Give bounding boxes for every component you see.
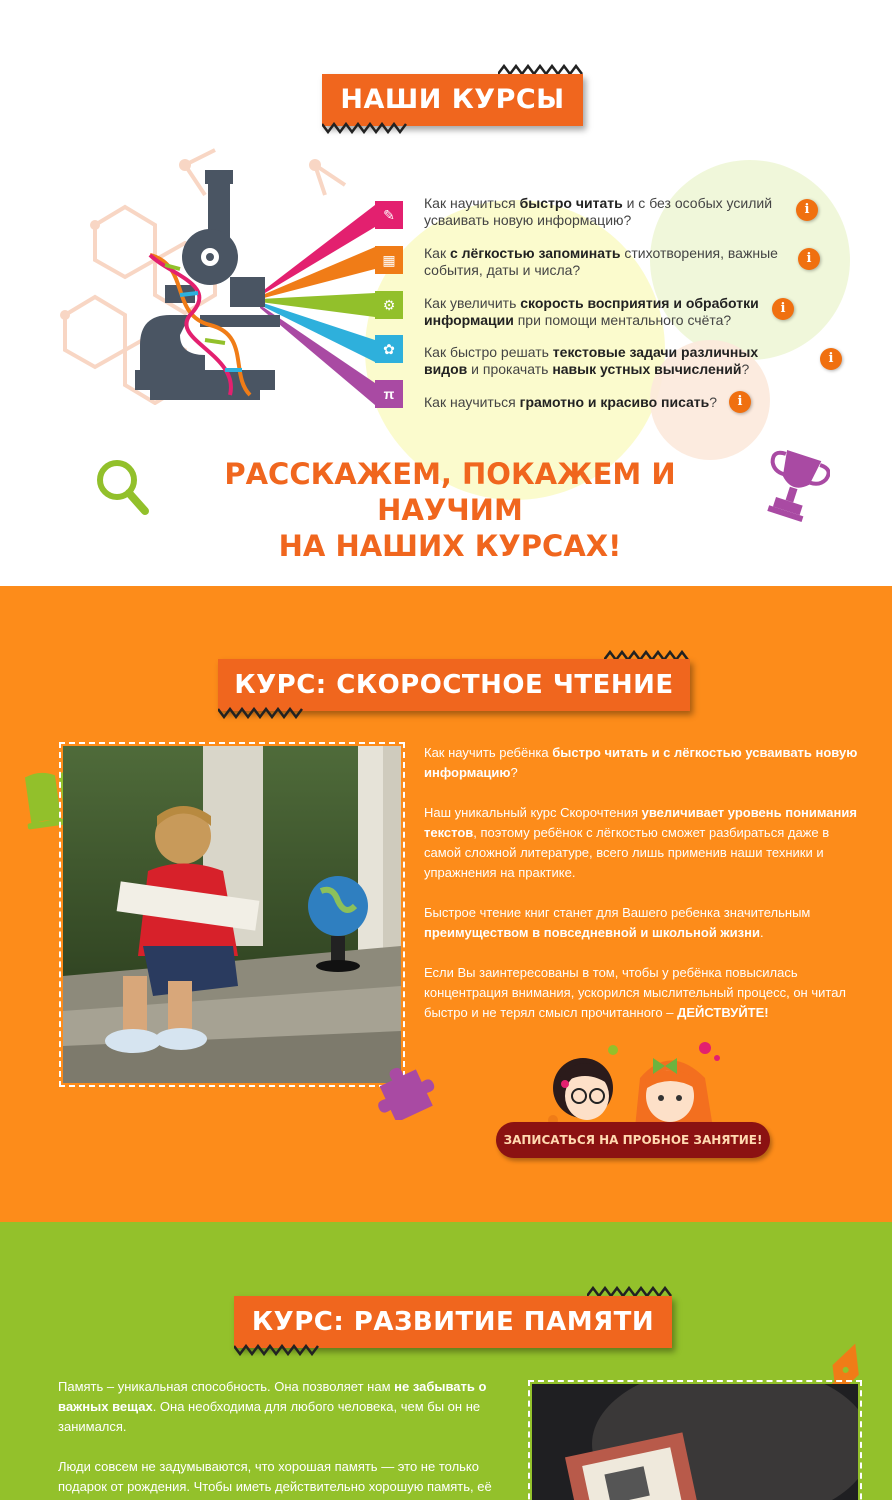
course-item-tasks: Как быстро решать текстовые задачи различных видов и прокачать навык устных вычислений? [424, 344, 759, 377]
course-item-reading: Как научиться быстро читать и с без особых усилий усваивать новую информацию? [424, 195, 773, 228]
microscope-illustration-icon [110, 165, 410, 415]
heading-zigzag-bottom [322, 122, 408, 134]
memory-course-heading: КУРС: РАЗВИТИЕ ПАМЯТИ [234, 1296, 672, 1348]
course-item-mental-math: Как увеличить скорость восприятия и обработки информации при помощи ментального счёта? [424, 295, 759, 328]
info-button-memory[interactable]: i [798, 248, 820, 270]
tagline [150, 456, 750, 564]
boy-reading-photo [59, 742, 405, 1087]
trial-lesson-button[interactable]: ЗАПИСАТЬСЯ НА ПРОБНОЕ ЗАНЯТИЕ! [496, 1122, 770, 1158]
courses-section [0, 0, 892, 586]
memory-paragraph-1: Память – уникальная способность. Она позволяет нам не забывать о важных вещах. Она необходима для любого человека, чем бы он не занимался. [58, 1379, 487, 1434]
heading-zigzag-bottom [234, 1344, 320, 1356]
reading-paragraph-3: Быстрое чтение книг станет для Вашего ребенка значительным преимуществом в повседневной и школьной жизни. [424, 905, 811, 940]
course-item-memory: Как с лёгкостью запоминать стихотворения, важные события, даты и числа? [424, 245, 778, 278]
memory-course-section [0, 1222, 892, 1500]
reading-paragraph-1: Как научить ребёнка быстро читать и с лёгкостью усваивать новую информацию? [424, 745, 858, 780]
trophy-icon [758, 448, 830, 526]
info-button-tasks[interactable]: i [820, 348, 842, 370]
courses-heading: НАШИ КУРСЫ [322, 74, 583, 126]
course-item-writing: Как научиться грамотно и красиво писать? [424, 394, 718, 410]
reading-paragraph-4: Если Вы заинтересованы в том, чтобы у ребёнка повысилась концентрация внимания, ускорился мыслительный процесс, он читал быстро и не терял смысл прочитанного – ДЕЙСТВУЙТЕ! [424, 965, 847, 1020]
reading-paragraph-2: Наш уникальный курс Скорочтения увеличивает уровень понимания текстов, поэтому ребёнок с лёгкостью сможет разбираться даже в самой сложной литературе, всего лишь применив наши техники и упражнения на практике. [424, 805, 857, 880]
reading-course-heading: КУРС: СКОРОСТНОЕ ЧТЕНИЕ [218, 659, 690, 711]
tagline-line-1: РАССКАЖЕМ, ПОКАЖЕМ И НАУЧИМ [224, 457, 676, 527]
brain-icon: ▦ [375, 246, 403, 274]
book-icon: ✎ [375, 201, 403, 229]
info-button-mental-math[interactable]: i [772, 298, 794, 320]
memory-cards-photo [528, 1380, 862, 1500]
gears-icon: ⚙ [375, 291, 403, 319]
info-button-writing[interactable]: i [729, 391, 751, 413]
tagline-line-2: НА НАШИХ КУРСАХ! [278, 529, 622, 563]
boy-reading-image [63, 746, 401, 1083]
cartoon-girls-icon [545, 1038, 725, 1130]
magnifier-icon [95, 458, 151, 516]
memory-paragraph-2: Люди совсем не задумываются, что хорошая память — это не только подарок от рождения. Чтобы иметь действительно хорошую память, её [58, 1459, 492, 1494]
pi-icon: π [375, 380, 403, 408]
puzzle-piece-icon [374, 1062, 436, 1120]
memory-cards-image [532, 1384, 858, 1500]
heading-zigzag-bottom [218, 707, 304, 719]
reading-course-section [0, 586, 892, 1222]
info-button-reading[interactable]: i [796, 199, 818, 221]
puzzle-icon: ✿ [375, 335, 403, 363]
